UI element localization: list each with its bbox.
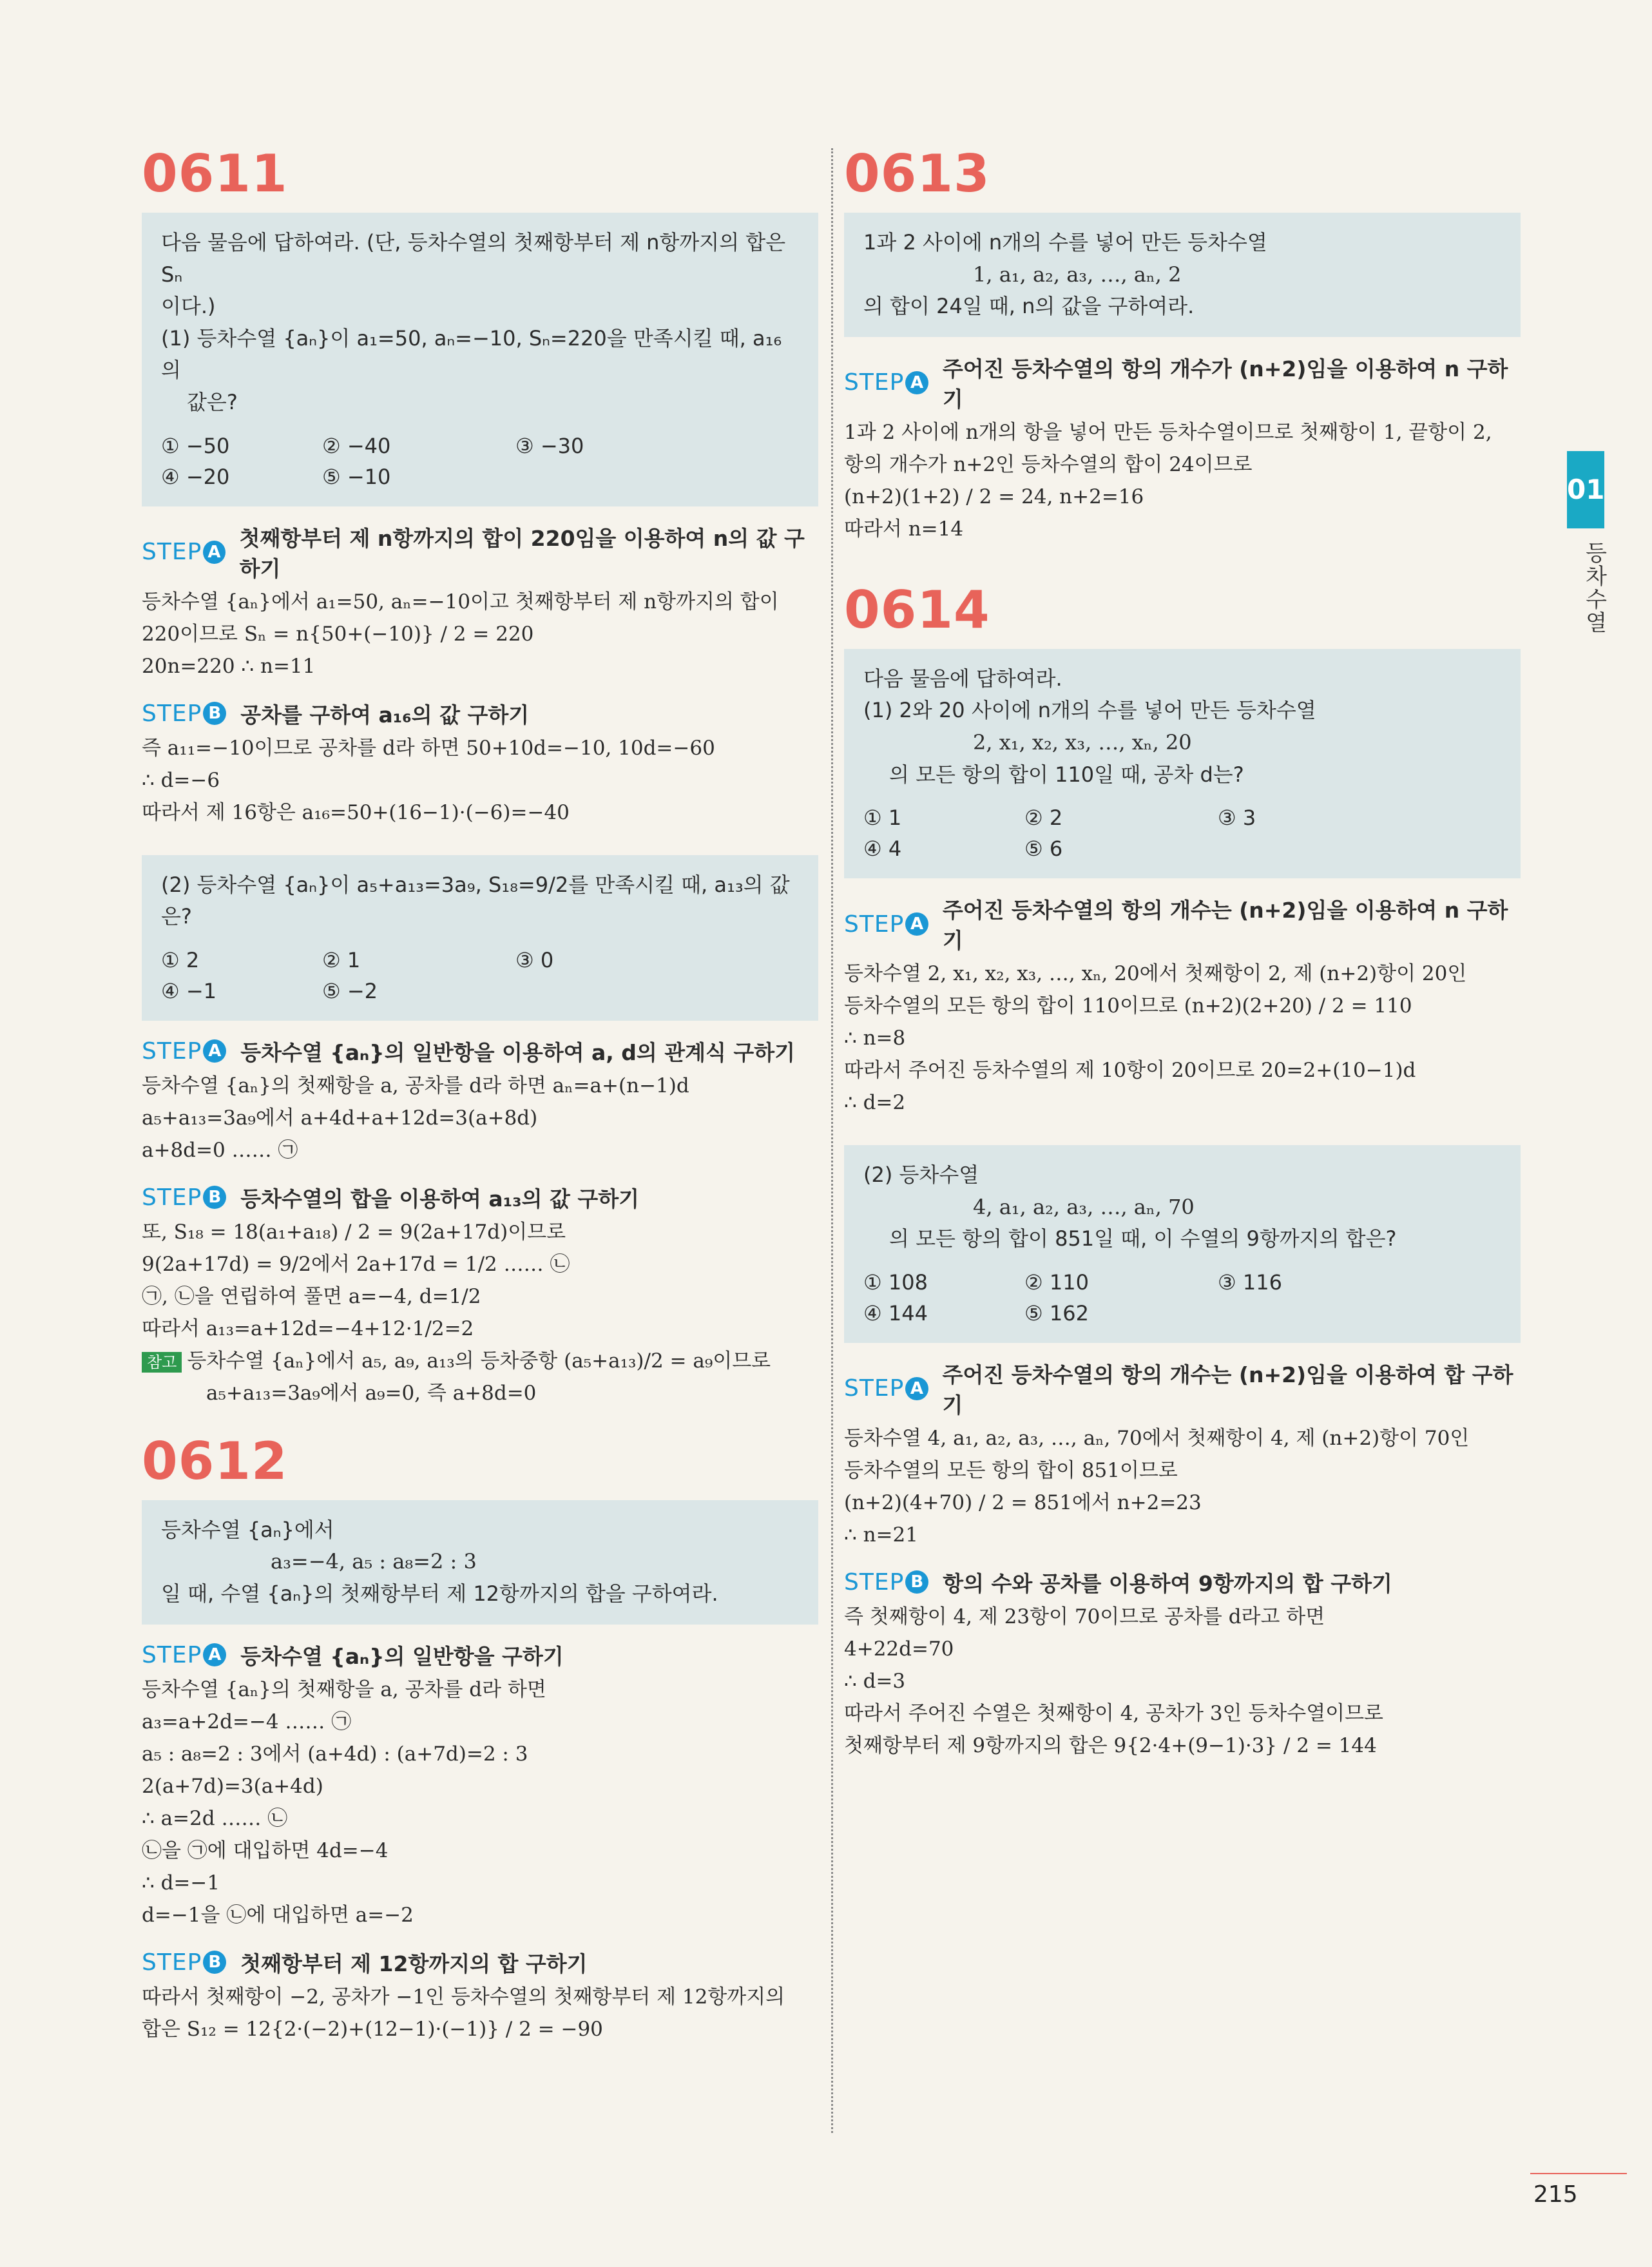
step-title: 공차를 구하여 a₁₆의 값 구하기 [240, 702, 530, 728]
choice-2: ② 110 [1024, 1269, 1089, 1295]
solution-line: 등차수열의 모든 항의 합이 851이므로 [844, 1458, 1178, 1482]
choice-2: ② 2 [1024, 806, 1063, 831]
question-line: (2) 등차수열 [863, 1162, 979, 1188]
step-title: 첫째항부터 제 n항까지의 합이 220임을 이용하여 n의 값 구하기 [239, 525, 805, 581]
step-title: 주어진 등차수열의 항의 개수는 (n+2)임을 이용하여 합 구하기 [942, 1362, 1513, 1418]
question-line: 2, x₁, x₂, x₃, …, xₙ, 20 [973, 729, 1192, 755]
solution-line: 9(2a+17d) = 9/2에서 2a+17d = 1/2 …… ㉡ [142, 1252, 570, 1276]
step-badge: A [905, 1377, 928, 1400]
choice-1: ① 2 [161, 947, 200, 972]
step-label: STEP [142, 1037, 202, 1065]
problem-number-0612: 0612 [142, 1431, 288, 1491]
solution-line: a₅+a₁₃=3a₉에서 a+4d+a+12d=3(a+8d) [142, 1106, 538, 1130]
question-line: a₃=−4, a₅ : a₈=2 : 3 [271, 1549, 477, 1574]
step-heading [142, 699, 818, 729]
solution-line: 또, S₁₈ = 18(a₁+a₁₈) / 2 = 9(2a+17d)이므로 [142, 1220, 566, 1244]
choice-1: ① −50 [161, 433, 230, 458]
step-heading [844, 352, 1521, 413]
question-intro: 다음 물음에 답하여라. [863, 666, 1062, 691]
step-label: STEP [844, 911, 905, 938]
solution-line: 따라서 첫째항이 −2, 공차가 −1인 등차수열의 첫째항부터 제 12항까지의 [142, 1985, 785, 2009]
problem-box-0613 [844, 213, 1521, 337]
solution-line: d=−1을 ㉡에 대입하면 a=−2 [142, 1903, 414, 1927]
step-title: 등차수열 {aₙ}의 일반항을 구하기 [240, 1643, 564, 1669]
question-line: 의 모든 항의 합이 110일 때, 공차 d는? [889, 762, 1244, 787]
solution-line: 등차수열 {aₙ}의 첫째항을 a, 공차를 d라 하면 aₙ=a+(n−1)d [142, 1074, 689, 1097]
solution-line: 즉 첫째항이 4, 제 23항이 70이므로 공차를 d라고 하면 [844, 1605, 1325, 1628]
step-badge: A [905, 371, 928, 394]
problem-box-0611-2 [142, 855, 818, 1021]
solution-line: 합은 S₁₂ = 12{2·(−2)+(12−1)·(−1)} / 2 = −90 [142, 2017, 603, 2041]
solution-line: 첫째항부터 제 9항까지의 합은 9{2·4+(9−1)·3} / 2 = 144 [844, 1733, 1377, 1757]
question-line: 의 모든 항의 합이 851일 때, 이 수열의 9항까지의 합은? [889, 1226, 1397, 1251]
step-badge: A [203, 1039, 226, 1063]
step-heading [142, 1640, 818, 1670]
choice-1: ① 108 [863, 1269, 928, 1295]
solution-line: 등차수열 4, a₁, a₂, a₃, …, aₙ, 70에서 첫째항이 4, 제 (n+2)항이 70인 [844, 1426, 1470, 1450]
step-title: 등차수열 {aₙ}의 일반항을 이용하여 a, d의 관계식 구하기 [240, 1039, 795, 1065]
choice-5: ⑤ 162 [1024, 1300, 1089, 1326]
step-label: STEP [142, 1184, 202, 1211]
step-badge: B [203, 1951, 226, 1974]
note-tag: 참고 [142, 1352, 182, 1373]
solution-line: (n+2)(1+2) / 2 = 24, n+2=16 [844, 485, 1144, 508]
solution-line: ㉡을 ㉠에 대입하면 4d=−4 [142, 1838, 389, 1862]
solution-line: ∴ n=8 [844, 1027, 906, 1050]
step-heading [844, 894, 1521, 954]
right-column [844, 139, 1521, 1762]
step-badge: A [203, 1643, 226, 1666]
step-heading [142, 1182, 818, 1213]
solution-line: 등차수열 {aₙ}에서 a₁=50, aₙ=−10이고 첫째항부터 제 n항까지의 합이 [142, 590, 779, 613]
solution-line: ∴ d=−1 [142, 1871, 220, 1895]
choice-3: ③ −30 [515, 433, 584, 458]
question-line: 일 때, 수열 {aₙ}의 첫째항부터 제 12항까지의 합을 구하여라. [161, 1581, 718, 1606]
question-intro: 다음 물음에 답하여라. (단, 등차수열의 첫째항부터 제 n항까지의 합은 Sₙ [161, 230, 786, 287]
solution-line: a₅ : a₈=2 : 3에서 (a+4d) : (a+7d)=2 : 3 [142, 1742, 528, 1766]
choice-2: ② 1 [322, 947, 361, 972]
step-heading [142, 1947, 818, 1978]
question-intro-cont: 이다.) [161, 294, 216, 319]
question-2: (2) 등차수열 {aₙ}이 a₅+a₁₃=3a₉, S₁₈=9/2를 만족시킬 때, a₁₃의 값은? [161, 872, 790, 929]
answer-choices [863, 1267, 1501, 1329]
step-heading [844, 1358, 1521, 1419]
solution-line: a₃=a+2d=−4 …… ㉠ [142, 1710, 352, 1733]
choice-3: ③ 3 [1218, 806, 1256, 831]
solution-line: 즉 a₁₁=−10이므로 공차를 d라 하면 50+10d=−10, 10d=−60 [142, 736, 715, 760]
problem-box-0612 [142, 1500, 818, 1625]
solution-line: ∴ d=3 [844, 1669, 906, 1693]
choice-5: ⑤ 6 [1024, 836, 1063, 862]
choice-4: ④ −20 [161, 464, 230, 489]
solution-line: 1과 2 사이에 n개의 항을 넣어 만든 등차수열이므로 첫째항이 1, 끝항이 2, [844, 420, 1492, 444]
step-badge: B [203, 702, 226, 725]
step-heading [142, 1036, 818, 1066]
step-label: STEP [142, 1949, 202, 1976]
step-badge: A [905, 912, 928, 936]
question-line: 1, a₁, a₂, a₃, …, aₙ, 2 [973, 262, 1182, 287]
solution-line: 등차수열 {aₙ}의 첫째항을 a, 공차를 d라 하면 [142, 1677, 546, 1701]
step-label: STEP [142, 539, 202, 566]
solution-line: ∴ d=2 [844, 1091, 906, 1115]
step-heading [142, 522, 818, 583]
solution-line: a+8d=0 …… ㉠ [142, 1138, 298, 1162]
step-badge: B [203, 1186, 226, 1209]
question-line: 등차수열 {aₙ}에서 [161, 1517, 334, 1542]
solution-line: ∴ n=21 [844, 1523, 918, 1547]
answer-choices [161, 945, 799, 1007]
step-badge: A [203, 541, 225, 564]
step-title: 주어진 등차수열의 항의 개수가 (n+2)임을 이용하여 n 구하기 [942, 356, 1508, 412]
solution-line: 2(a+7d)=3(a+4d) [142, 1774, 323, 1798]
answer-choices [863, 802, 1501, 864]
choice-3: ③ 116 [1218, 1269, 1282, 1295]
step-title: 주어진 등차수열의 항의 개수는 (n+2)임을 이용하여 n 구하기 [942, 898, 1508, 954]
solution-line: 따라서 제 16항은 a₁₆=50+(16−1)·(−6)=−40 [142, 800, 570, 824]
answer-choices [161, 430, 799, 492]
step-label: STEP [142, 1641, 202, 1668]
solution-line: 항의 개수가 n+2인 등차수열의 합이 24이므로 [844, 452, 1253, 476]
problem-box-0614-2 [844, 1145, 1521, 1343]
step-badge: B [905, 1570, 928, 1594]
solution-line: 20n=220 ∴ n=11 [142, 654, 316, 678]
problem-number-0611: 0611 [142, 144, 288, 204]
question-1: (1) 등차수열 {aₙ}이 a₁=50, aₙ=−10, Sₙ=220을 만족시킬 때, a₁₆의 [161, 325, 782, 383]
column-divider [831, 148, 833, 2133]
solution-line: 220이므로 Sₙ = n{50+(−10)} / 2 = 220 [142, 622, 534, 646]
step-label: STEP [844, 1568, 905, 1596]
step-label: STEP [844, 369, 905, 396]
question-line: 4, a₁, a₂, a₃, …, aₙ, 70 [973, 1194, 1195, 1219]
question-line: 의 합이 24일 때, n의 값을 구하여라. [863, 294, 1195, 319]
problem-box-0611 [142, 213, 818, 506]
chapter-title: 등차수열 [1581, 541, 1607, 634]
step-title: 등차수열의 합을 이용하여 a₁₃의 값 구하기 [240, 1186, 639, 1211]
choice-3: ③ 0 [515, 947, 554, 972]
note-line [142, 1346, 818, 1378]
step-title: 첫째항부터 제 12항까지의 합 구하기 [240, 1951, 588, 1976]
choice-5: ⑤ −10 [322, 464, 391, 489]
solution-line: 등차수열의 모든 항의 합이 110이므로 (n+2)(2+20) / 2 = 110 [844, 994, 1412, 1018]
choice-4: ④ 144 [863, 1300, 928, 1326]
page-number: 215 [1533, 2181, 1578, 2208]
choice-5: ⑤ −2 [322, 978, 378, 1003]
solution-line: 따라서 a₁₃=a+12d=−4+12·1/2=2 [142, 1317, 474, 1340]
choice-4: ④ 4 [863, 836, 902, 862]
choice-4: ④ −1 [161, 978, 217, 1003]
solution-line: 따라서 n=14 [844, 517, 964, 541]
left-column [142, 139, 818, 2046]
step-label: STEP [142, 700, 202, 727]
page-number-rule [1530, 2173, 1627, 2174]
problem-number-0614: 0614 [844, 579, 990, 640]
solution-line: ㉠, ㉡을 연립하여 풀면 a=−4, d=1/2 [142, 1284, 481, 1308]
solution-line: 등차수열 2, x₁, x₂, x₃, …, xₙ, 20에서 첫째항이 2, 제 (n+2)항이 20인 [844, 962, 1467, 986]
step-title: 항의 수와 공차를 이용하여 9항까지의 합 구하기 [943, 1570, 1392, 1596]
problem-number-0613: 0613 [844, 144, 990, 204]
solution-line: ∴ a=2d …… ㉡ [142, 1806, 288, 1830]
question-1-cont: 값은? [187, 389, 238, 414]
solution-line: 4+22d=70 [844, 1637, 954, 1661]
step-heading [844, 1567, 1521, 1597]
note-line: a₅+a₁₃=3a₉에서 a₉=0, 즉 a+8d=0 [206, 1381, 537, 1405]
problem-box-0614-1 [844, 649, 1521, 878]
note-text: 등차수열 {aₙ}에서 a₅, a₉, a₁₃의 등차중항 (a₅+a₁₃)/2 = a₉이므로 [187, 1349, 771, 1373]
solution-line: 따라서 주어진 등차수열의 제 10항이 20이므로 20=2+(10−1)d [844, 1059, 1416, 1083]
question-line: (1) 2와 20 사이에 n개의 수를 넣어 만든 등차수열 [863, 698, 1316, 723]
chapter-tab: 01 [1567, 451, 1604, 528]
solution-line: 따라서 주어진 수열은 첫째항이 4, 공차가 3인 등차수열이므로 [844, 1701, 1383, 1725]
question-line: 1과 2 사이에 n개의 수를 넣어 만든 등차수열 [863, 230, 1267, 255]
solution-line: ∴ d=−6 [142, 768, 220, 792]
choice-1: ① 1 [863, 806, 902, 831]
choice-2: ② −40 [322, 433, 391, 458]
step-label: STEP [844, 1375, 905, 1402]
solution-line: (n+2)(4+70) / 2 = 851에서 n+2=23 [844, 1490, 1202, 1514]
